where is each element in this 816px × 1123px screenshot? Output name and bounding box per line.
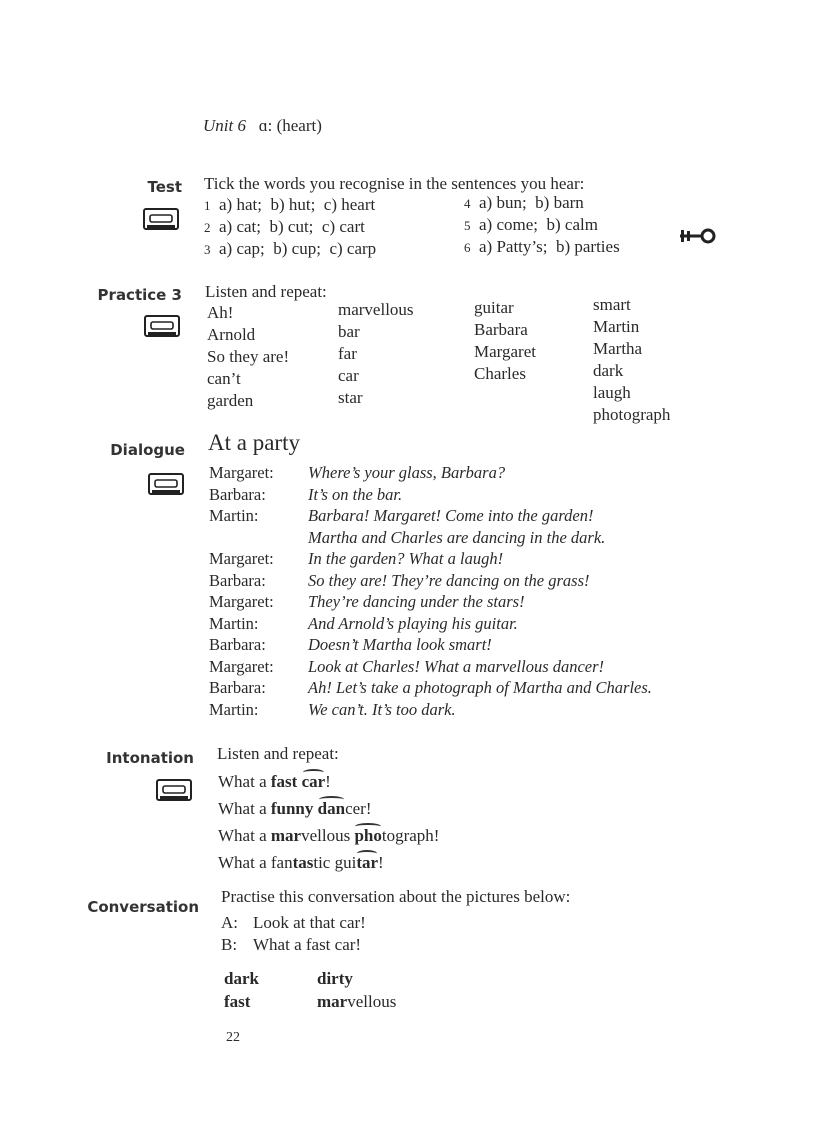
test-items-left [204, 194, 376, 260]
page-number: 22 [226, 1030, 240, 1045]
practice-instruction: Listen and repeat: [205, 282, 327, 301]
intonation-phrases [218, 768, 439, 876]
conversation-line: A: Look at that car! [221, 913, 366, 932]
dialogue-line [209, 699, 652, 721]
test-item: 1 a) hat; b) hut; c) heart [204, 195, 376, 214]
word-row: fast marvellous [224, 992, 397, 1011]
speaker: Barbara: [209, 678, 266, 697]
dialogue-line [209, 548, 652, 570]
speaker: Margaret: [209, 549, 274, 568]
intonation-mark: tar [356, 849, 378, 876]
dialogue-line [209, 570, 652, 592]
word: can’t [207, 369, 241, 388]
dialogue-lines [209, 462, 652, 720]
conversation-words [224, 967, 396, 1013]
speaker: Barbara: [209, 570, 266, 590]
word: car [338, 366, 359, 385]
intonation-mark: pho [354, 822, 381, 849]
test-item: 5 a) come; b) calm [464, 215, 598, 234]
word: Martin [593, 317, 640, 336]
conversation-line: B: What a fast car! [221, 935, 362, 954]
word: marvellous [338, 300, 414, 319]
practice-column-2 [338, 299, 414, 409]
key-icon[interactable] [678, 228, 716, 244]
section-label-conversation: Conversation [87, 898, 199, 916]
speaker: Martin: [209, 613, 259, 633]
test-item: 2 a) cat; b) cut; c) cart [204, 217, 365, 236]
word: bar [338, 322, 360, 341]
speech: Barbara! Margaret! Come into the garden! [308, 506, 594, 525]
word: Margaret [474, 342, 536, 361]
test-item: 6 a) Patty’s; b) parties [464, 237, 620, 256]
speech: So they are! They’re dancing on the grass! [308, 570, 590, 590]
speech: We can’t. It’s too dark. [308, 699, 456, 719]
unit-sound: ɑ: (heart) [258, 116, 322, 135]
intonation-instruction: Listen and repeat: [217, 744, 339, 763]
word: photograph [593, 405, 671, 424]
section-label-practice: Practice 3 [97, 286, 182, 304]
word: smart [593, 295, 631, 314]
cassette-tape-icon[interactable] [148, 473, 184, 495]
word: far [338, 344, 357, 363]
speaker: Barbara: [209, 635, 266, 654]
page-header [203, 116, 322, 136]
speech: Doesn’t Martha look smart! [308, 635, 492, 654]
speech: It’s on the bar. [308, 484, 403, 504]
unit-title: Unit 6 [203, 116, 246, 135]
speech: Ah! Let’s take a photograph of Martha and Charles. [308, 678, 652, 697]
word: Charles [474, 364, 526, 383]
dialogue-line [209, 634, 652, 656]
speech: In the garden? What a laugh! [308, 549, 504, 568]
speech: Martha and Charles are dancing in the dark. [308, 527, 606, 547]
practice-column-1 [207, 302, 289, 412]
word: Barbara [474, 320, 528, 339]
practice-column-4 [593, 294, 670, 426]
dialogue-line [209, 484, 652, 506]
speaker: Margaret: [209, 592, 274, 611]
intonation-phrase: What a fast car! [218, 768, 439, 795]
speaker: Barbara: [209, 484, 266, 504]
speaker: Martin: [209, 699, 259, 719]
intonation-mark: dan [318, 795, 345, 822]
speaker: Margaret: [209, 656, 274, 676]
dialogue-line [209, 613, 652, 635]
dialogue-line [209, 462, 652, 484]
word-row: dark dirty [224, 969, 353, 988]
dialogue-line [209, 527, 652, 549]
dialogue-line [209, 591, 652, 613]
dialogue-line [209, 677, 652, 699]
dialogue-line [209, 505, 652, 527]
word: garden [207, 391, 254, 410]
test-item: 3 a) cap; b) cup; c) carp [204, 239, 377, 258]
word: dark [593, 361, 624, 380]
test-item: 4 a) bun; b) barn [464, 193, 584, 212]
test-instruction: Tick the words you recognise in the sentences you hear: [204, 174, 585, 193]
conversation-instruction: Practise this conversation about the pictures below: [221, 887, 571, 906]
intonation-phrase: What a fantastic guitar! [218, 849, 439, 876]
speech: They’re dancing under the stars! [308, 592, 525, 611]
word: laugh [593, 383, 631, 402]
cassette-tape-icon[interactable] [143, 208, 179, 230]
word: guitar [474, 298, 514, 317]
intonation-phrase: What a marvellous photograph! [218, 822, 439, 849]
speech: Look at Charles! What a marvellous dancer! [308, 656, 605, 676]
dialogue-title: At a party [208, 430, 300, 455]
test-items-right [464, 192, 620, 258]
word: Martha [593, 339, 643, 358]
section-label-intonation: Intonation [106, 749, 194, 767]
speech: Where’s your glass, Barbara? [308, 463, 506, 482]
intonation-phrase: What a funny dancer! [218, 795, 439, 822]
intonation-mark: car [302, 768, 326, 795]
section-label-dialogue: Dialogue [110, 441, 185, 459]
dialogue-line [209, 656, 652, 678]
word: star [338, 388, 363, 407]
word: So they are! [207, 347, 290, 366]
practice-column-3 [474, 297, 536, 385]
conversation-lines [221, 912, 366, 956]
speaker: Martin: [209, 506, 259, 525]
section-label-test: Test [147, 178, 182, 196]
cassette-tape-icon[interactable] [144, 315, 180, 337]
speech: And Arnold’s playing his guitar. [308, 613, 518, 633]
speaker: Margaret: [209, 463, 274, 482]
word: Ah! [207, 303, 234, 322]
word: Arnold [207, 325, 256, 344]
cassette-tape-icon[interactable] [156, 779, 192, 801]
